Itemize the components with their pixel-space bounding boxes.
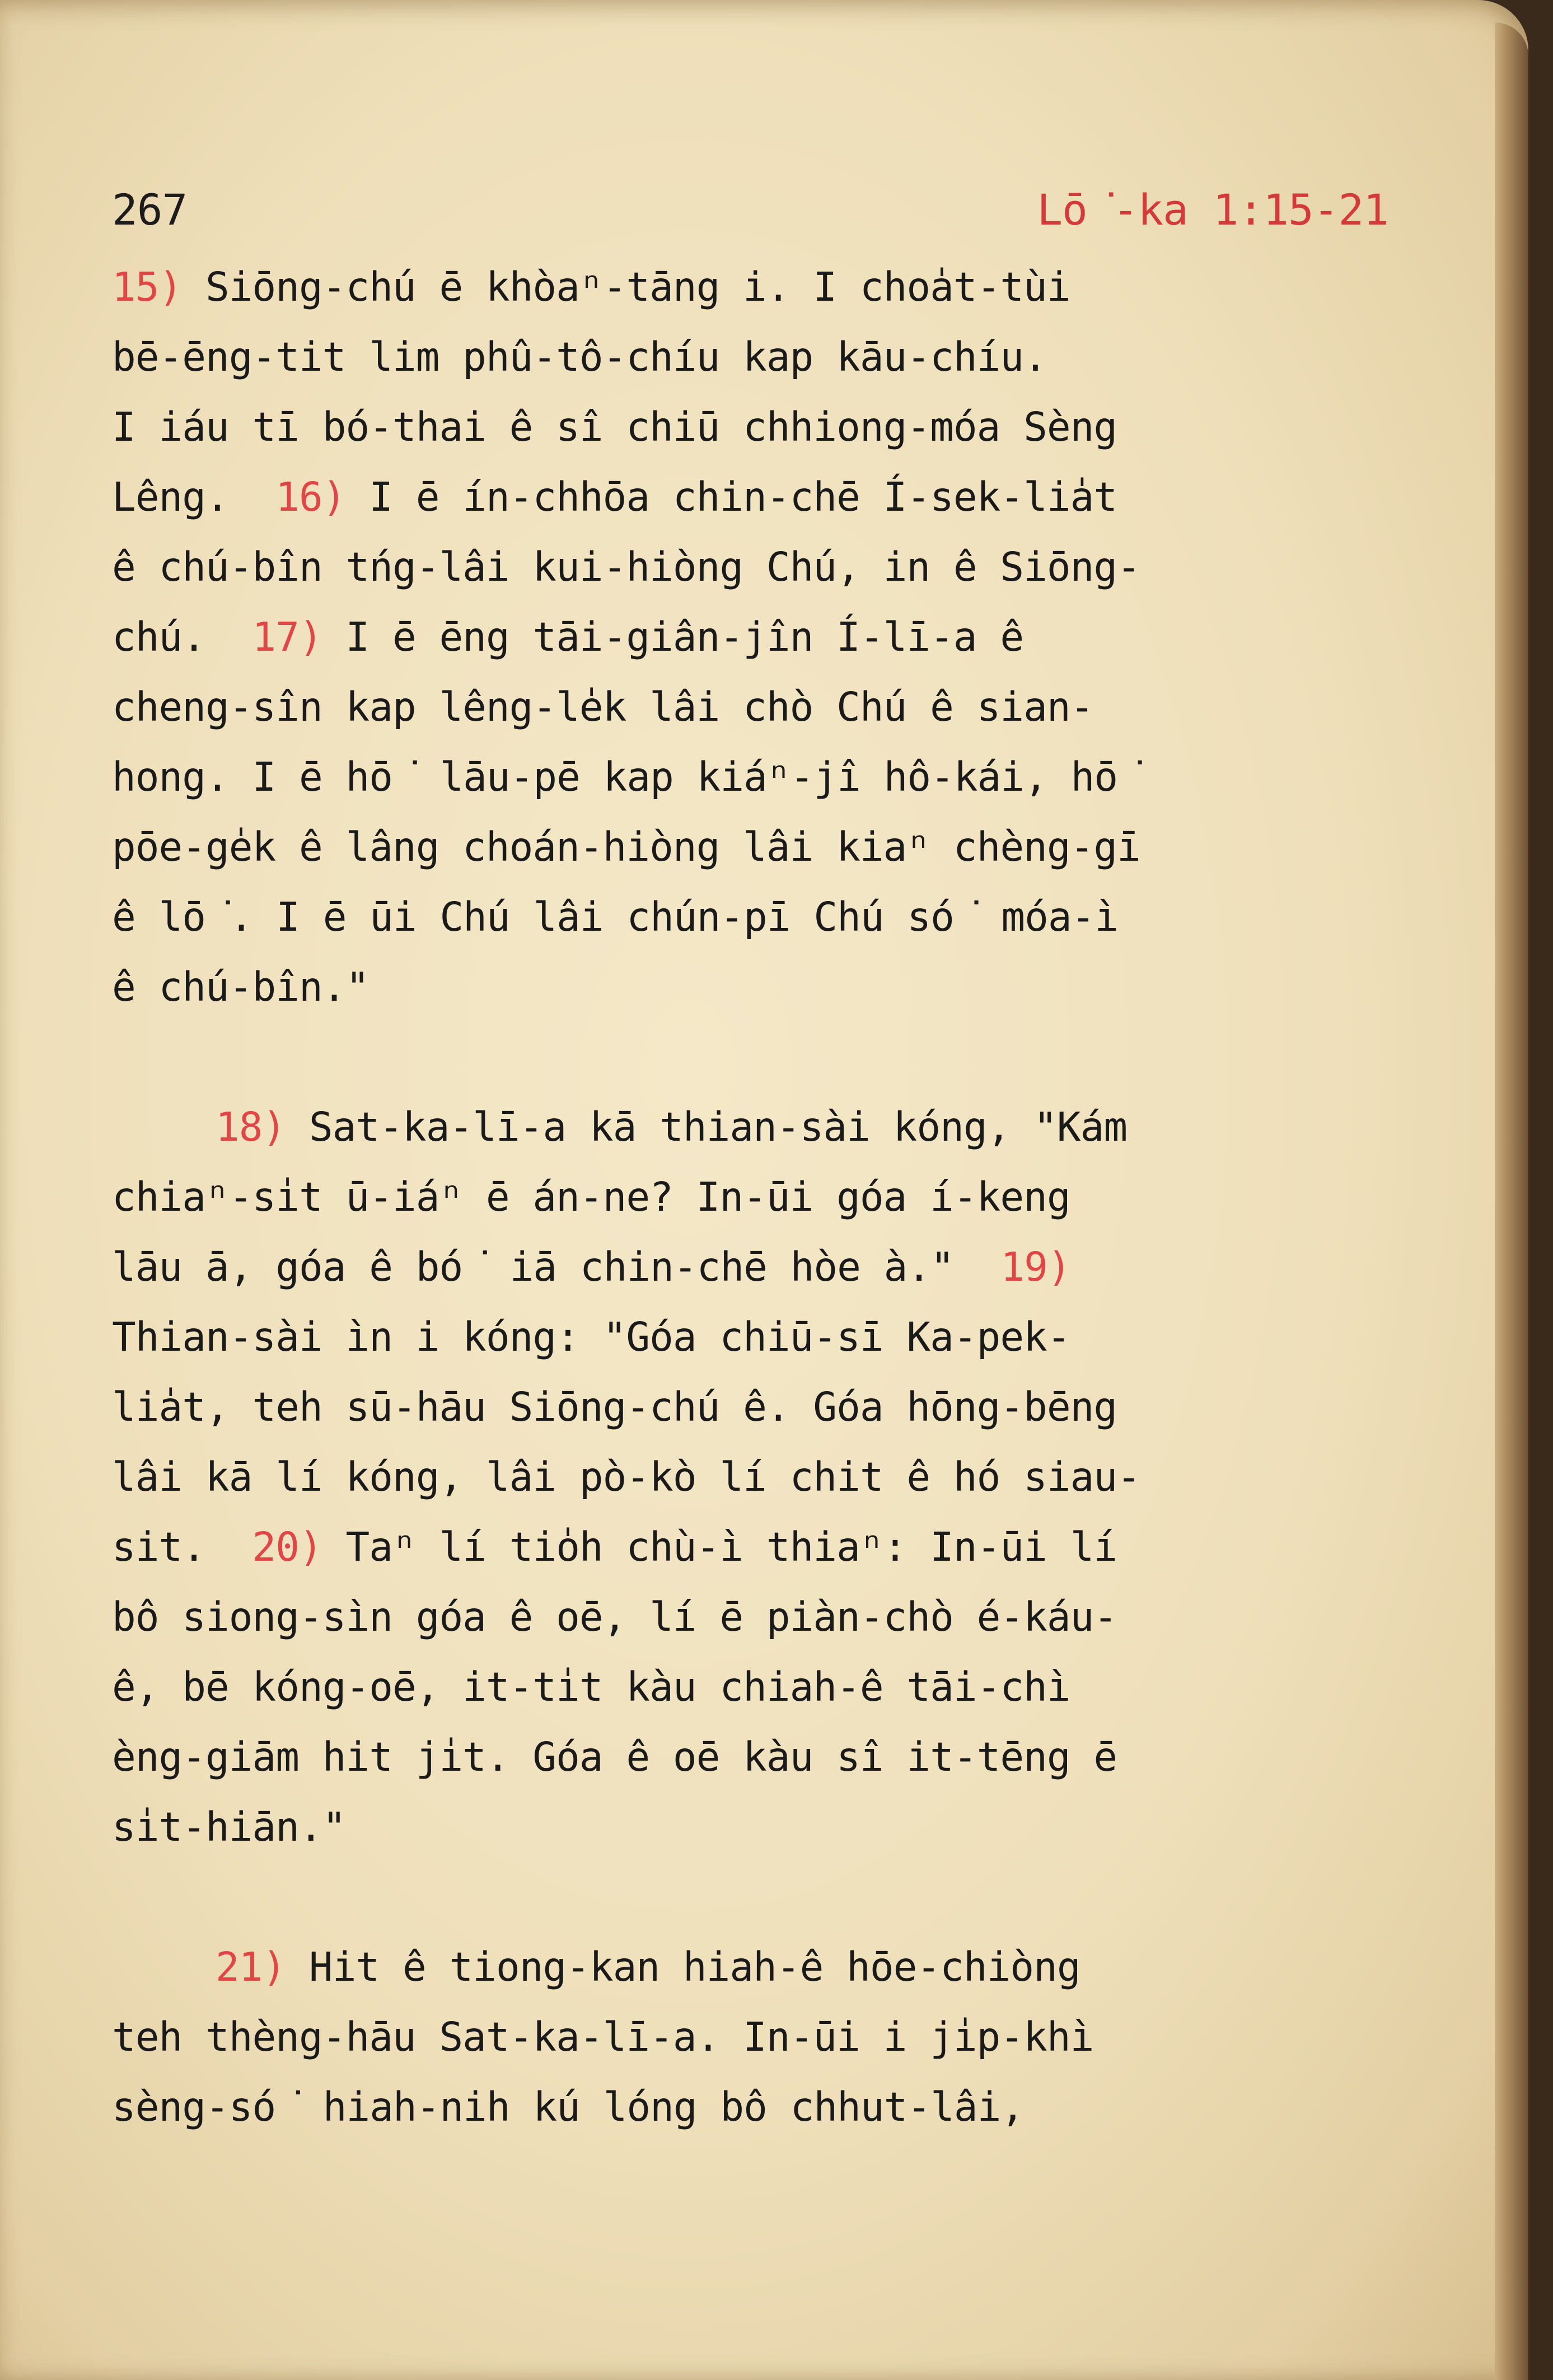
paragraph: [112, 252, 1388, 1022]
verse-number: 15): [112, 264, 183, 310]
text-line: [112, 1512, 1388, 1582]
text-line: [112, 2072, 1388, 2142]
verse-number: 20): [252, 1524, 322, 1570]
verse-text: Lêng.: [112, 474, 276, 520]
verse-text: ê, bē kóng-oē, it-ti̍t kàu chiah-ê tāi-chì: [112, 1664, 1070, 1710]
text-line: [112, 1442, 1388, 1512]
page-edge: [1495, 22, 1528, 2380]
page-number: 267: [112, 185, 188, 235]
verse-text: sèng-só͘ hiah-nih kú lóng bô chhut-lâi,: [112, 2084, 1025, 2130]
text-line: [112, 392, 1388, 462]
paragraph: [112, 1092, 1388, 1862]
verse-number: 21): [216, 1944, 286, 1990]
text-line: [112, 1722, 1388, 1792]
verse-text: Hit ê tiong-kan hiah-ê hōe-chiòng: [286, 1944, 1080, 1990]
page-header: [112, 185, 1388, 246]
text-line: [112, 1582, 1388, 1652]
paragraph-gap: [112, 1862, 1388, 1932]
verse-text: I ē ēng tāi-giân-jîn Í-lī-a ê: [322, 614, 1024, 660]
text-line: [112, 1792, 1388, 1862]
running-title: Lō͘-ka 1:15-21: [1037, 185, 1388, 235]
verse-text: cheng-sîn kap lêng-le̍k lâi chò Chú ê sian-: [112, 684, 1094, 730]
verse-number: 17): [252, 614, 322, 660]
verse-text: lâi kā lí kóng, lâi pò-kò lí chit ê hó siau-: [112, 1454, 1140, 1500]
verse-text: ê chú-bîn tńg-lâi kui-hiòng Chú, in ê Siōng-: [112, 544, 1140, 590]
text-line: [112, 2002, 1388, 2072]
verse-text: ê chú-bîn.": [112, 964, 369, 1010]
verse-text: pōe-ge̍k ê lâng choán-hiòng lâi kiaⁿ chèng-gī: [112, 824, 1140, 870]
verse-number: 18): [216, 1104, 286, 1150]
text-line: [112, 1932, 1388, 2002]
verse-text: chú.: [112, 614, 252, 660]
body-text: [112, 252, 1388, 2142]
page-content: [112, 185, 1388, 2142]
text-line: [112, 602, 1388, 672]
text-line: [112, 882, 1388, 952]
verse-text: lāu ā, góa ê bó͘ iā chin-chē hòe à.": [112, 1244, 1001, 1290]
verse-text: Sat-ka-lī-a kā thian-sài kóng, "Kám: [286, 1104, 1128, 1150]
text-line: [112, 532, 1388, 602]
verse-text: lia̍t, teh sū-hāu Siōng-chú ê. Góa hōng-bēng: [112, 1384, 1117, 1430]
verse-text: I ē ín-chhōa chin-chē Í-sek-lia̍t: [345, 474, 1117, 520]
verse-text: sit.: [112, 1524, 252, 1570]
text-line: [112, 1162, 1388, 1232]
text-line: [112, 1372, 1388, 1442]
verse-text: Taⁿ lí tio̍h chù-ì thiaⁿ: In-ūi lí: [322, 1524, 1117, 1570]
text-line: [112, 1302, 1388, 1372]
verse-text: I iáu tī bó-thai ê sî chiū chhiong-móa Sèng: [112, 404, 1117, 450]
verse-text: èng-giām hit ji̍t. Góa ê oē kàu sî it-tēng ē: [112, 1734, 1117, 1780]
text-line: [112, 252, 1388, 322]
verse-text: bô siong-sìn góa ê oē, lí ē piàn-chò é-káu-: [112, 1594, 1117, 1640]
text-line: [112, 672, 1388, 742]
text-line: [112, 1652, 1388, 1722]
text-line: [112, 952, 1388, 1022]
text-line: [112, 1232, 1388, 1302]
verse-text: Thian-sài ìn i kóng: "Góa chiū-sī Ka-pek-: [112, 1314, 1070, 1360]
text-line: [112, 462, 1388, 532]
verse-text: ê lō͘. I ē ūi Chú lâi chún-pī Chú só͘ móa-ì: [112, 894, 1119, 940]
text-line: [112, 1092, 1388, 1162]
verse-text: si̍t-hiān.": [112, 1804, 346, 1850]
paragraph: [112, 1932, 1388, 2142]
verse-text: Siōng-chú ē khòaⁿ-tāng i. I choa̍t-tùi: [182, 264, 1070, 310]
verse-text: hong. I ē hō͘ lāu-pē kap kiáⁿ-jî hô-kái, hō͘: [112, 754, 1142, 800]
verse-text: teh thèng-hāu Sat-ka-lī-a. In-ūi i ji̍p-khì: [112, 2014, 1094, 2060]
verse-number: 19): [1000, 1244, 1071, 1290]
verse-text: chiaⁿ-si̍t ū-iáⁿ ē án-ne? In-ūi góa í-keng: [112, 1174, 1070, 1220]
verse-number: 16): [275, 474, 346, 520]
text-line: [112, 812, 1388, 882]
text-line: [112, 742, 1388, 812]
paragraph-gap: [112, 1022, 1388, 1092]
verse-text: bē-ēng-tit lim phû-tô-chíu kap kāu-chíu.: [112, 334, 1047, 380]
text-line: [112, 322, 1388, 392]
